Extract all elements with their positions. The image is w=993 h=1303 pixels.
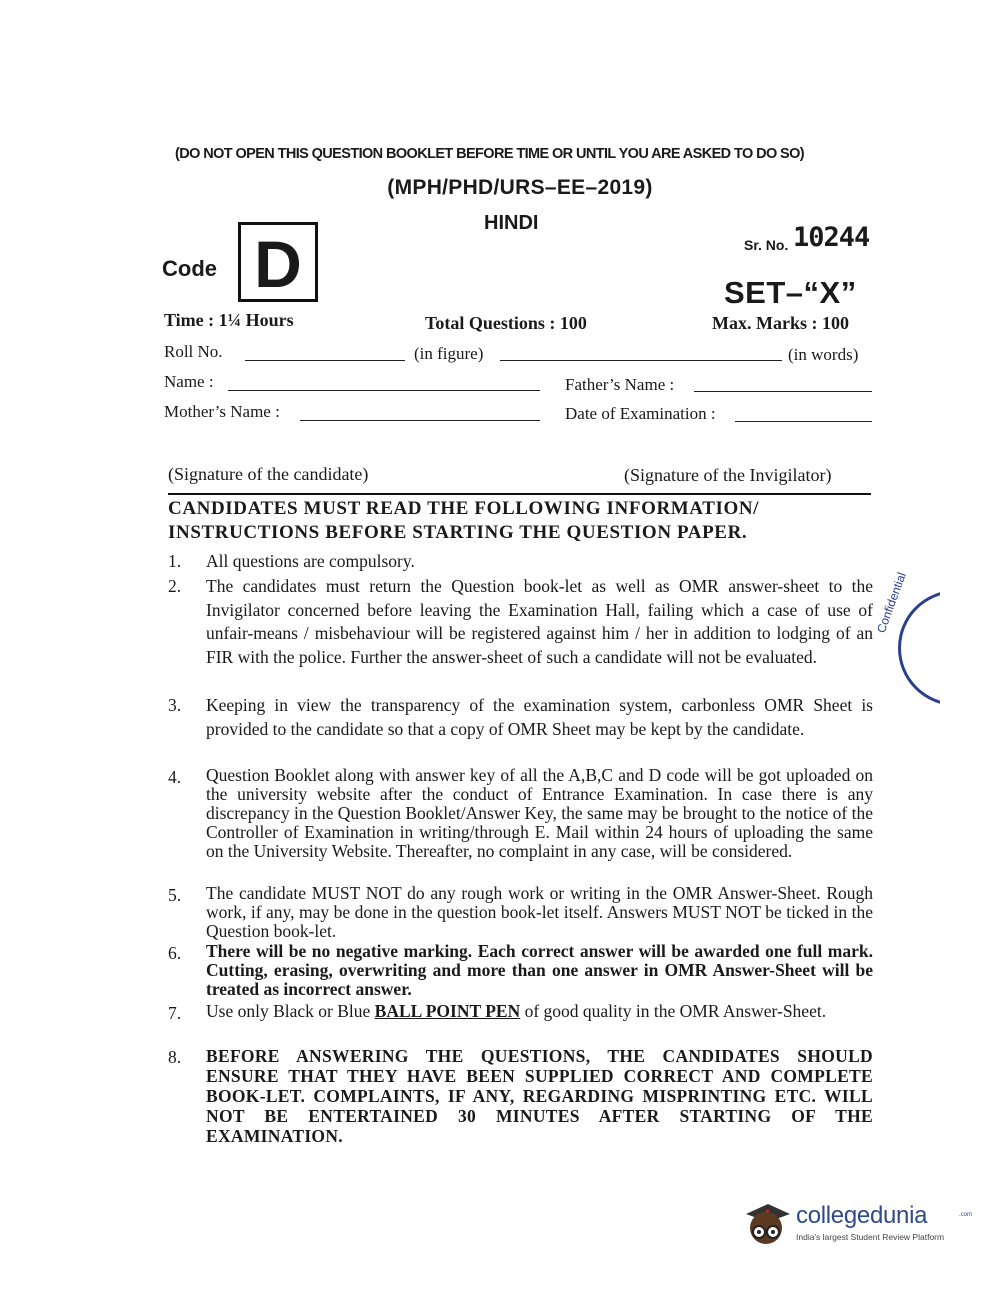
in-figure-label: (in figure)	[414, 344, 484, 363]
stamp-ring	[898, 590, 940, 706]
instruction-text: There will be no negative marking. Each correct answer will be awarded one full mark. Cutting, erasing, overwriting and more than one answer in OMR Answer-Sheet will be treated as incorrect answer.	[206, 941, 873, 999]
instructions-heading-line-2: INSTRUCTIONS BEFORE STARTING THE QUESTION PAPER.	[168, 522, 748, 543]
instructions-heading-line-1: CANDIDATES MUST READ THE FOLLOWING INFORMATION/	[168, 498, 760, 519]
name-line[interactable]	[228, 390, 540, 391]
booklet-notice: (DO NOT OPEN THIS QUESTION BOOKLET BEFORE TIME OR UNTIL YOU ARE ASKED TO DO SO)	[175, 146, 805, 162]
instruction-text: All questions are compulsory.	[206, 551, 415, 571]
roll-no-words-line[interactable]	[500, 360, 782, 361]
instruction-text: The candidate MUST NOT do any rough work or writing in the OMR Answer-Sheet. Rough work, if any, may be done in the question book-let itself. Answers MUST NOT be ticked in the Question book-let.	[206, 883, 873, 941]
instruction-item	[168, 766, 873, 861]
confidential-stamp	[870, 570, 940, 750]
instruction-number: 2.	[168, 576, 182, 596]
set-label: SET–“X”	[724, 275, 857, 310]
mothers-name-label: Mother’s Name :	[164, 402, 280, 421]
name-label: Name :	[164, 372, 214, 391]
collegedunia-watermark	[738, 1196, 973, 1256]
instruction-text: Keeping in view the transparency of the examination system, carbonless OMR Sheet is provided to the candidate so that a copy of OMR Sheet may be kept by the candidate.	[206, 695, 873, 739]
instruction-text	[206, 1002, 873, 1021]
instructions-heading	[168, 497, 873, 545]
instruction-number: 5.	[168, 885, 182, 905]
code-label: Code	[162, 256, 217, 281]
stamp-text: Confidential	[874, 570, 909, 635]
instruction-item	[168, 575, 873, 669]
instruction-item	[168, 942, 873, 999]
instruction-text: BEFORE ANSWERING THE QUESTIONS, THE CANDIDATES SHOULD ENSURE THAT THEY HAVE BEEN SUPPLIED CORRECT AND COMPLETE BOOK-LET. COMPLAINTS, IF ANY, REGARDING MISPRINTING ETC. WILL NOT BE ENTERTAINED 30 MINUTES AFTER STARTING OF THE EXAMINATION.	[206, 1046, 873, 1146]
instruction-item	[168, 694, 873, 741]
date-of-exam-line[interactable]	[735, 421, 872, 422]
instruction-text: The candidates must return the Question book-let as well as OMR answer-sheet to the Invigilator concerned before leaving the Examination Hall, failing which a case of use of unfair-means / misbehaviour will be registered against him / her in addition to lodging of an FIR with the police. Further the answer-sheet of such a candidate will not be evaluated.	[206, 576, 873, 667]
heading-rule	[168, 493, 871, 495]
instruction-text-part: Use only Black or Blue	[206, 1001, 375, 1021]
instruction-number: 4.	[168, 767, 182, 787]
date-of-exam-label: Date of Examination :	[565, 404, 716, 423]
serial-label: Sr. No.	[744, 237, 789, 253]
code-box: D	[238, 222, 318, 302]
brand-name: collegedunia	[796, 1202, 928, 1229]
candidate-signature-label: (Signature of the candidate)	[168, 464, 369, 484]
serial-number: 10244	[793, 222, 870, 253]
brand-dotcom: .com	[959, 1212, 973, 1218]
student-mascot-icon	[738, 1196, 794, 1252]
max-marks: Max. Marks : 100	[712, 313, 849, 333]
exam-code: (MPH/PHD/URS–EE–2019)	[387, 176, 653, 199]
instruction-item	[168, 550, 873, 574]
instruction-item	[168, 1046, 873, 1146]
fathers-name-label: Father’s Name :	[565, 375, 675, 394]
instruction-number: 1.	[168, 551, 182, 571]
fathers-name-line[interactable]	[694, 391, 872, 392]
time-allowed: Time : 1¼ Hours	[164, 310, 294, 330]
roll-no-figure-line[interactable]	[245, 360, 405, 361]
instruction-text: Question Booklet along with answer key of all the A,B,C and D code will be got uploaded on the university website after the conduct of Entrance Examination. In case there is any discrepancy in the Question Booklet/Answer Key, the same may be brought to the notice of the Controller of Examination in writing/through E. Mail within 24 hours of uploading the same on the University Website. Thereafter, no complaint in any case, will be considered.	[206, 765, 873, 861]
total-questions: Total Questions : 100	[425, 313, 587, 333]
subject-title: HINDI	[484, 212, 539, 234]
instruction-text-part: of good quality in the OMR Answer-Sheet.	[520, 1001, 827, 1021]
instruction-number: 6.	[168, 943, 182, 963]
in-words-label: (in words)	[788, 345, 859, 364]
mothers-name-line[interactable]	[300, 420, 540, 421]
ball-point-pen-emphasis: BALL POINT PEN	[374, 1001, 521, 1021]
instruction-item	[168, 884, 873, 941]
roll-no-label: Roll No.	[164, 342, 223, 361]
brand-tagline: India's largest Student Review Platform	[796, 1232, 945, 1242]
instruction-item	[168, 1002, 873, 1021]
instruction-number: 8.	[168, 1047, 182, 1067]
instruction-number: 7.	[168, 1003, 182, 1023]
invigilator-signature-label: (Signature of the Invigilator)	[624, 465, 832, 485]
instruction-number: 3.	[168, 695, 182, 715]
